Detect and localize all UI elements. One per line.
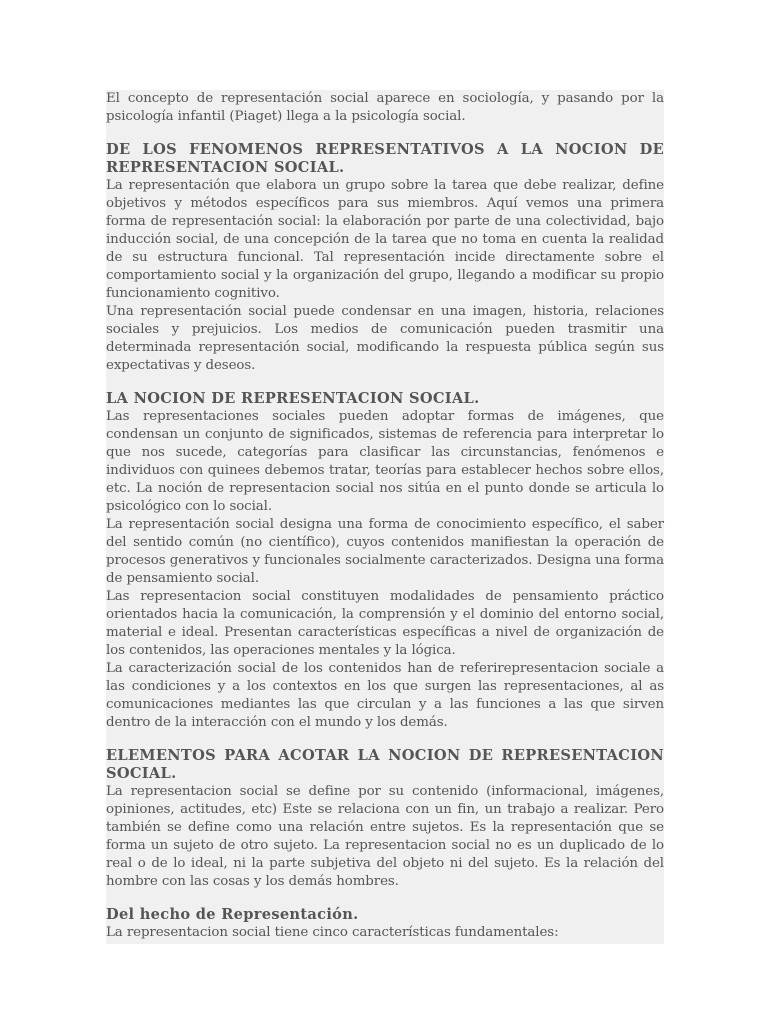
section-paragraph: Las representaciones sociales pueden adoptar formas de imágenes, que condensan un conjunto de significados, sistemas de referencia para interpretar lo que nos sucede, categorías para clasificar las circunstancias, fenómenos e individuos con quinees debemos tratar, teorías para establecer hechos sobre ellos, etc. La noción de representacion social nos sitúa en el punto donde se articula lo psicológico con lo social. bbox=[106, 409, 664, 514]
section-paragraph: La representación que elabora un grupo sobre la tarea que debe realizar, define objetivos y métodos específicos para sus miembros. Aquí vemos una primera forma de representación social: la elaboración por parte de una colectividad, bajo inducción social, de una concepción de la tarea que no toma en cuenta la realidad de su estructura funcional. Tal representación incide directamente sobre el comportamiento social y la organización del grupo, llegando a modificar su propio funcionamiento cognitivo. bbox=[106, 178, 664, 301]
intro-paragraph: El concepto de representación social aparece en sociología, y pasando por la psicología infantil (Piaget) llega a la psicología social. bbox=[106, 91, 664, 124]
section-paragraph: Una representación social puede condensar en una imagen, historia, relaciones sociales y prejuicios. Los medios de comunicación pueden trasmitir una determinada representación social, modificando la respuesta pública según sus expectativas y deseos. bbox=[106, 304, 664, 373]
section-paragraph: La representación social designa una forma de conocimiento específico, el saber del sentido común (no científico), cuyos contenidos manifiestan la operación de procesos generativos y funcionales socialmente caracterizados. Designa una forma de pensamiento social. bbox=[106, 517, 664, 586]
section-paragraph: La representacion social se define por su contenido (informacional, imágenes, opiniones, actitudes, etc) Este se relaciona con un fin, un trabajo a realizar. Pero también se define como una relación entre sujetos. Es la representación que se forma un sujeto de otro sujeto. La representacion social no es un duplicado de lo real o de lo ideal, ni la parte subjetiva del objeto ni del sujeto. Es la relación del hombre con las cosas y los demás hombres. bbox=[106, 784, 664, 889]
section-heading: Del hecho de Representación. bbox=[106, 906, 359, 923]
spacer bbox=[106, 126, 664, 141]
section-paragraph: Las representacion social constituyen modalidades de pensamiento práctico orientados hacia la comunicación, la comprensión y el dominio del entorno social, material e ideal. Presentan características específicas a nivel de organización de los contenidos, las operaciones mentales y la lógica. bbox=[106, 589, 664, 658]
document-content bbox=[106, 90, 664, 944]
section-heading: DE LOS FENOMENOS REPRESENTATIVOS A LA NOCION DE REPRESENTACION SOCIAL. bbox=[106, 141, 664, 176]
section-heading: LA NOCION DE REPRESENTACION SOCIAL. bbox=[106, 390, 480, 407]
section-heading: ELEMENTOS PARA ACOTAR LA NOCION DE REPRESENTACION SOCIAL. bbox=[106, 747, 664, 782]
spacer bbox=[106, 732, 664, 747]
spacer bbox=[106, 375, 664, 390]
section-paragraph: La caracterización social de los contenidos han de referirepresentacion sociale a las condiciones y a los contextos en los que surgen las representaciones, al as comunicaciones mediantes las que circulan y a las funciones a las que sirven dentro de la interacción con el mundo y los demás. bbox=[106, 661, 664, 730]
section-paragraph: La representacion social tiene cinco características fundamentales: bbox=[106, 925, 559, 940]
spacer bbox=[106, 891, 664, 906]
